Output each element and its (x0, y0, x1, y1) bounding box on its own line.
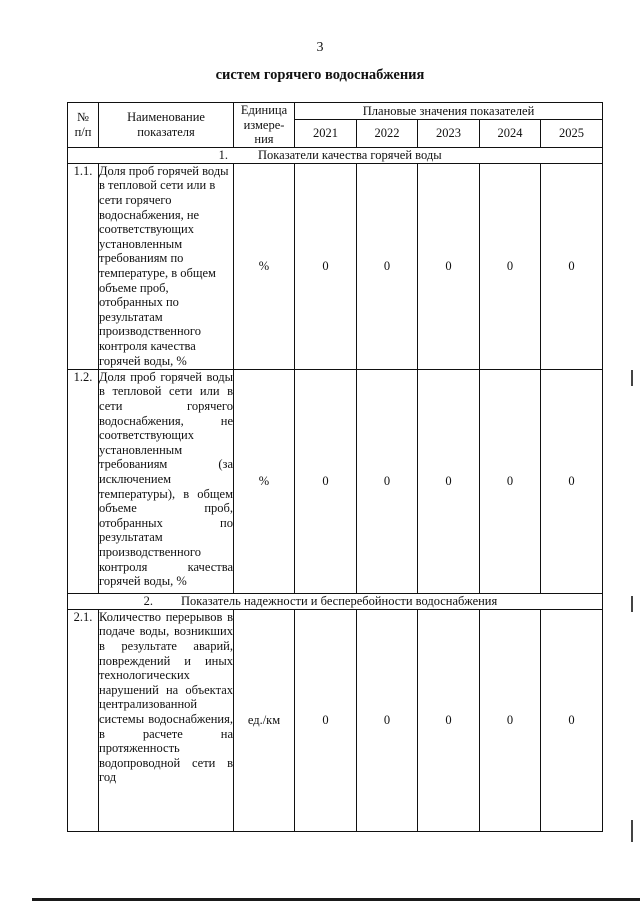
section-heading (68, 593, 603, 609)
row-value-2021: 0 (295, 163, 357, 369)
row-unit: % (234, 163, 295, 369)
section-number: 1. (218, 148, 228, 163)
row-value-2021: 0 (295, 609, 357, 831)
page-number: 3 (316, 40, 324, 55)
row-unit: % (234, 369, 295, 593)
page-heading: систем горячего водоснабжения (215, 67, 425, 83)
header-number (68, 103, 99, 148)
section-row-1 (68, 147, 603, 163)
section-row-2 (68, 593, 603, 609)
row-value-2024: 0 (480, 163, 541, 369)
scan-edge-mark (631, 370, 633, 386)
row-value-2023: 0 (418, 369, 480, 593)
table-row (68, 609, 603, 831)
header-year-2022: 2022 (357, 119, 418, 147)
row-value-2022: 0 (357, 163, 418, 369)
row-indicator-name: Доля проб горячей воды в тепловой сети или в сети горячего водоснабжения, не соответствующих установленным требованиям по температуре, в общем объеме проб, отобранных по результатам производственного контроля качества горячей воды, % (99, 163, 234, 369)
row-value-2024: 0 (480, 369, 541, 593)
header-year-2025: 2025 (541, 119, 603, 147)
header-year-2021: 2021 (295, 119, 357, 147)
indicators-table (67, 102, 603, 832)
header-unit-line2: измере- (243, 117, 285, 132)
header-unit-line3: ния (254, 132, 274, 147)
header-name (99, 103, 234, 148)
header-name-line1: Наименование (127, 110, 205, 125)
header-plan-values: Плановые значения показателей (295, 103, 603, 120)
section-heading (68, 147, 603, 163)
row-value-2025: 0 (541, 163, 603, 369)
row-value-2025: 0 (541, 609, 603, 831)
row-indicator-name: Доля проб горячей воды в тепловой сети или в сети горячего водоснабжения, не соответствующих установленным требованиям (за исключением температуры), в общем объеме проб, отобранных по результатам производственного контроля качества горячей воды, % (99, 369, 234, 593)
scan-bottom-edge (32, 898, 640, 901)
row-number: 1.1. (68, 163, 99, 369)
row-value-2024: 0 (480, 609, 541, 831)
row-number: 1.2. (68, 369, 99, 593)
row-value-2023: 0 (418, 609, 480, 831)
table-row (68, 369, 603, 593)
row-unit: ед./км (234, 609, 295, 831)
header-number-line1: № (77, 110, 89, 125)
scan-edge-mark (631, 820, 633, 842)
section-title: Показатель надежности и бесперебойности водоснабжения (181, 594, 498, 609)
table-header-row (68, 103, 603, 120)
section-title: Показатели качества горячей воды (258, 148, 442, 163)
header-number-line2: п/п (74, 124, 92, 139)
header-unit (234, 103, 295, 148)
header-unit-line1: Единица (240, 103, 288, 117)
header-year-2024: 2024 (480, 119, 541, 147)
table-row (68, 163, 603, 369)
row-indicator-name: Количество перерывов в подаче воды, возникших в результате аварий, повреждений и иных технологических нарушений на объектах централизованной системы водоснабжения, в расчете на протяженность водопроводной сети в год (99, 609, 234, 831)
row-value-2025: 0 (541, 369, 603, 593)
row-value-2023: 0 (418, 163, 480, 369)
scan-edge-mark (631, 596, 633, 612)
row-value-2022: 0 (357, 369, 418, 593)
row-value-2021: 0 (295, 369, 357, 593)
row-number: 2.1. (68, 609, 99, 831)
section-number: 2. (143, 594, 153, 609)
row-value-2022: 0 (357, 609, 418, 831)
header-year-2023: 2023 (418, 119, 480, 147)
header-name-line2: показателя (137, 124, 195, 139)
